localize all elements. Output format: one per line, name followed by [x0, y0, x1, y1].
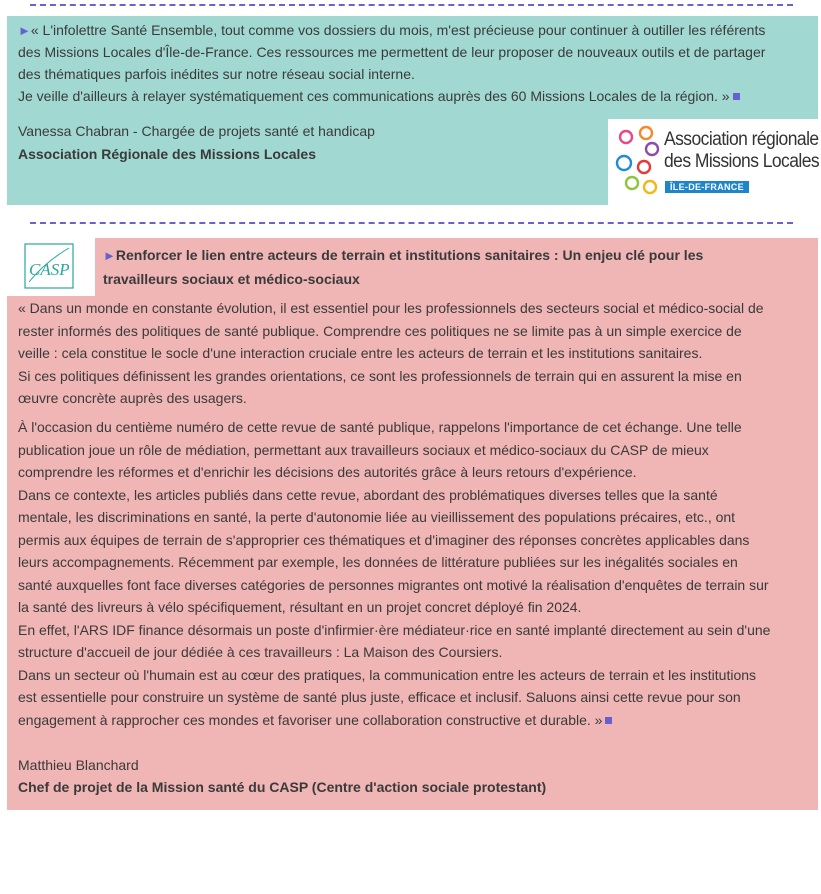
- middle-dashed-divider: [30, 222, 793, 224]
- teal-organization: Association Régionale des Missions Locales: [18, 146, 316, 162]
- end-square-icon: [733, 93, 740, 100]
- svg-text:CASP: CASP: [29, 260, 70, 279]
- arml-region-badge: ÎLE-DE-FRANCE: [665, 181, 749, 193]
- casp-heading: ►Renforcer le lien entre acteurs de terrain et institutions sanitaires : Un enjeu clé pour les travailleurs sociaux et médico-sociaux: [103, 247, 704, 287]
- top-dashed-divider: [30, 4, 793, 6]
- casp-paragraph-1: « Dans un monde en constante évolution, il est essentiel pour les professionnels des secteurs social et médico-social de rester informés des politiques de santé publique. Comprendre ces politiques ne se limite pas à un simple exercice de veille : cela constitue le socle d'une interaction cruciale entre les acteurs de terrain et les institutions sanitaires. Si ces politiques définissent les grandes orientations, ce sont les professionnels de terrain qui en assurent la mise en œuvre concrète auprès des usagers.: [18, 300, 764, 406]
- teal-author: Vanessa Chabran - Chargée de projets santé et handicap: [18, 123, 375, 139]
- end-square-icon: [605, 717, 612, 724]
- triangle-arrow-icon: ►: [18, 23, 31, 38]
- teal-quote-line-3: des thématiques parfois inédites sur notre réseau social interne.: [18, 66, 415, 82]
- teal-quote-line-2: des Missions Locales d'Île-de-France. Ces ressources me permettent de leur proposer de nouveaux outils et de partager: [18, 44, 766, 60]
- teal-quote-line-4: Je veille d'ailleurs à relayer systématiquement ces communications auprès des 60 Missions Locales de la région. »: [18, 85, 812, 108]
- casp-testimonial-box: [7, 238, 818, 810]
- casp-role: Chef de projet de la Mission santé du CASP (Centre d'action sociale protestant): [18, 779, 547, 795]
- casp-paragraph-2: À l'occasion du centième numéro de cette revue de santé publique, rappelons l'importance de cet échange. Une telle publication joue un rôle de médiation, permettant aux travailleurs sociaux et médico-sociaux du CASP de mieux comprendre les réformes et d'enrichir les décisions des autorités grâce à leurs retours d'expérience. Dans ce contexte, les articles publiés dans cette revue, abordant des problématiques diverses telles que la santé mentale, les discriminations en santé, la perte d'autonomie liée au vieillissement des populations précaires, etc., ont permis aux équipes de terrain de s'approprier ces thématiques et d'imaginer des réponses concrètes applicables dans leurs accompagnements. Récemment par exemple, les données de littérature publiées sur les inégalités sociales en santé auxquelles font face diverses catégories de personnes migrantes ont motivé la réalisation d'enquêtes de terrain sur la santé des livreurs à vélo spécifiquement, résultant en un projet concret déployé fin 2024. En effet, l'ARS IDF finance désormais un poste d'infirmier·ère médiateur·rice en santé implanté directement au sein d'une structure d'accueil de jour dédiée à ces travailleurs : La Maison des Coursiers. Dans un secteur où l'humain est au cœur des pratiques, la communication entre les acteurs de terrain et les institutions est essentielle pour construire un système de santé plus juste, efficace et inclusif. Saluons ainsi cette revue pour son engagement à rapprocher ces mondes et favoriser une collaboration constructive et durable. »: [18, 419, 771, 728]
- arml-logo-text: Association régionale des Missions Locales: [664, 129, 820, 172]
- casp-logo-area: [7, 238, 95, 296]
- triangle-arrow-icon: ►: [103, 248, 116, 263]
- arml-circles-icon: [610, 119, 666, 205]
- teal-quote-line-1: ►« L'infolettre Santé Ensemble, tout comme vos dossiers du mois, m'est précieuse pour continuer à outiller les référents: [18, 22, 766, 38]
- casp-author: Matthieu Blanchard: [18, 757, 139, 773]
- arml-logo: [608, 119, 818, 205]
- casp-logo: [23, 242, 81, 292]
